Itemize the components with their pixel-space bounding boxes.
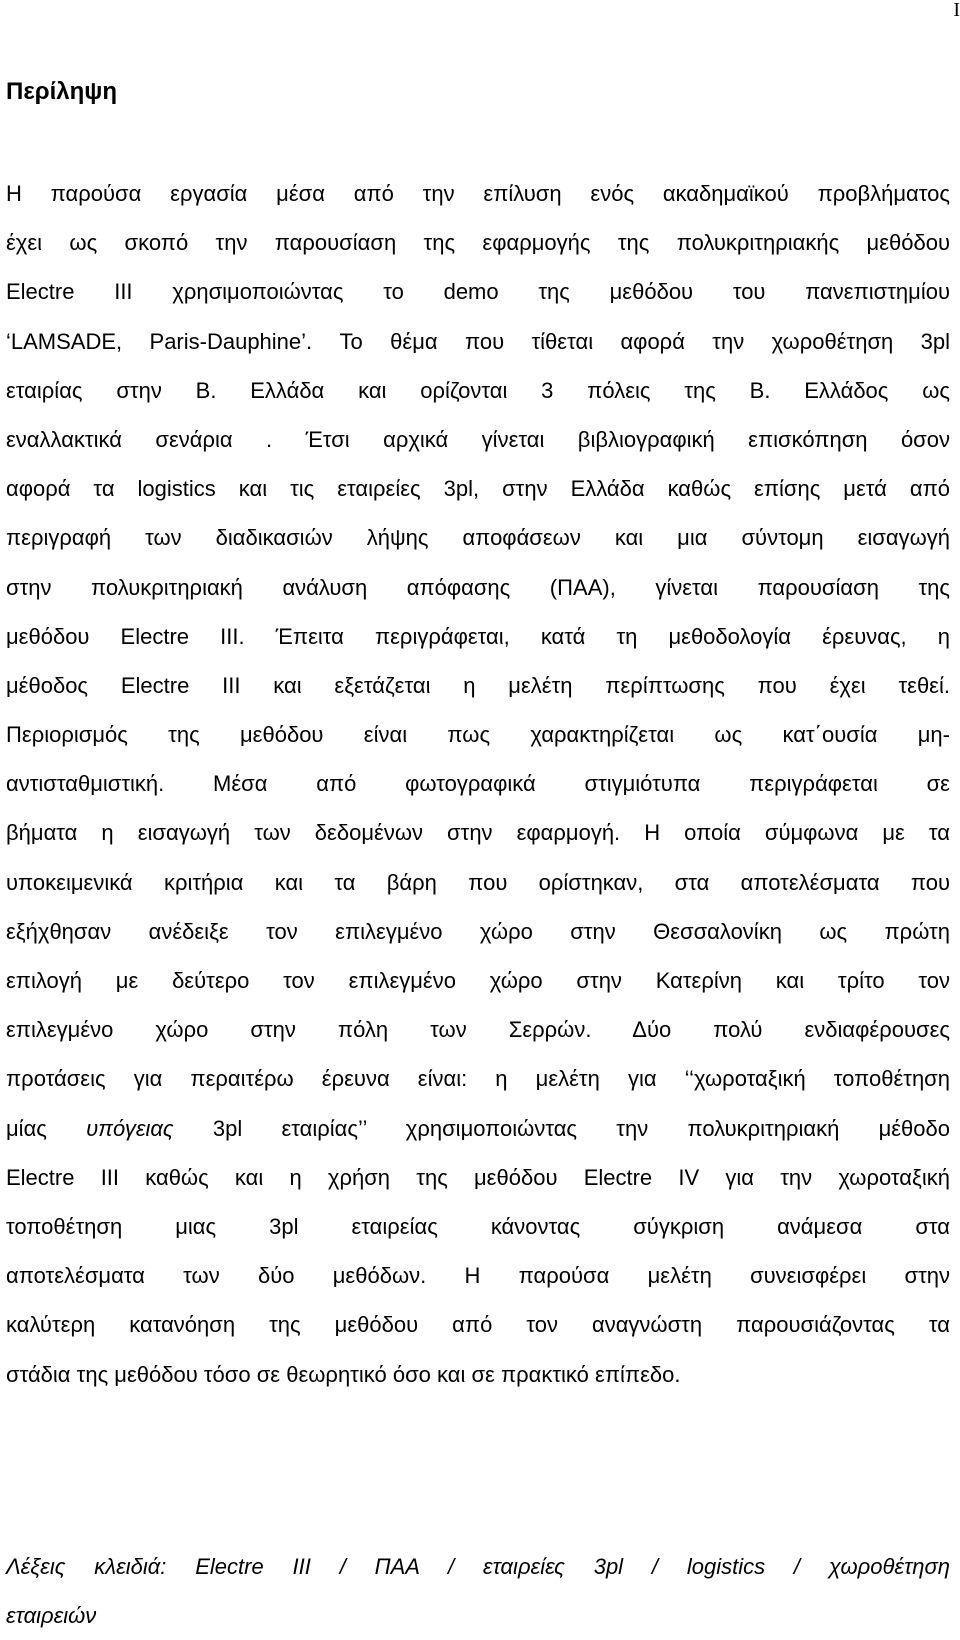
abstract-text: 3pl εταιρίας’’ χρησιμοποιώντας την πολυκριτηριακή μέθοδο <box>173 1115 951 1141</box>
abstract-line <box>6 1104 950 1153</box>
abstract-line: καλύτερη κατανόηση της μεθόδου από τον αναγνώστη παρουσιάζοντας τα <box>6 1312 950 1338</box>
abstract-line: στην πολυκριτηριακή ανάλυση απόφασης (ΠΑΑ), γίνεται παρουσίαση της <box>6 574 950 600</box>
keywords-line: εταιρειών <box>6 1603 97 1628</box>
abstract-line: προτάσεις για περαιτέρω έρευνα είναι: η μελέτη για ‘‘χωροταξική τοποθέτηση <box>6 1066 950 1092</box>
keywords-line: Λέξεις κλειδιά: Electre III / ΠΑΑ / εταιρείες 3pl / logistics / χωροθέτηση <box>6 1554 950 1579</box>
abstract-line: έχει ως σκοπό την παρουσίαση της εφαρμογής της πολυκριτηριακής μεθόδου <box>6 230 950 256</box>
abstract-line: Electre III χρησιμοποιώντας το demo της μεθόδου του πανεπιστημίου <box>6 279 950 305</box>
abstract-line: βήματα η εισαγωγή των δεδομένων στην εφαρμογή. Η οποία σύμφωνα με τα <box>6 820 950 846</box>
abstract-line: αντισταθμιστική. Μέσα από φωτογραφικά στιγμιότυπα περιγράφεται σε <box>6 771 950 797</box>
keywords <box>6 1542 950 1640</box>
abstract-line: αποτελέσματα των δύο μεθόδων. Η παρούσα μελέτη συνεισφέρει στην <box>6 1263 950 1289</box>
abstract-line: εξήχθησαν ανέδειξε τον επιλεγμένο χώρο στην Θεσσαλονίκη ως πρώτη <box>6 918 950 944</box>
abstract-line: αφορά τα logistics και τις εταιρείες 3pl, στην Ελλάδα καθώς επίσης μετά από <box>6 476 950 502</box>
page-number: I <box>953 0 960 21</box>
abstract-line: επιλεγμένο χώρο στην πόλη των Σερρών. Δύο πολύ ενδιαφέρουσες <box>6 1017 950 1043</box>
abstract-line: Περιορισμός της μεθόδου είναι πως χαρακτηρίζεται ως κατ΄ουσία μη- <box>6 722 950 748</box>
abstract-line: μέθοδος Electre III και εξετάζεται η μελέτη περίπτωσης που έχει τεθεί. <box>6 672 950 698</box>
abstract-line: περιγραφή των διαδικασιών λήψης αποφάσεων και μια σύντομη εισαγωγή <box>6 525 950 551</box>
abstract-line: στάδια της μεθόδου τόσο σε θεωρητικό όσο και σε πρακτικό επίπεδο. <box>6 1361 681 1387</box>
abstract-line: υποκειμενικά κριτήρια και τα βάρη που ορίστηκαν, στα αποτελέσματα που <box>6 869 950 895</box>
abstract-line: εναλλακτικά σενάρια . Έτσι αρχικά γίνεται βιβλιογραφική επισκόπηση όσον <box>6 426 950 452</box>
abstract-line: επιλογή με δεύτερο τον επιλεγμένο χώρο στην Κατερίνη και τρίτο τον <box>6 968 950 993</box>
abstract-line: μεθόδου Electre III. Έπειτα περιγράφεται, κατά τη μεθοδολογία έρευνας, η <box>6 623 950 649</box>
abstract-line: τοποθέτηση μιας 3pl εταιρείας κάνοντας σύγκριση ανάμεσα στα <box>6 1213 950 1239</box>
abstract-line: ‘LAMSADE, Paris-Dauphine’. Το θέμα που τίθεται αφορά την χωροθέτηση 3pl <box>6 328 950 354</box>
abstract-line: Electre III καθώς και η χρήση της μεθόδου Electre IV για την χωροταξική <box>6 1164 950 1190</box>
abstract-italic-text: υπόγειας <box>86 1115 174 1141</box>
abstract-body <box>6 169 950 1399</box>
section-title: Περίληψη <box>6 78 117 105</box>
abstract-text: μίας <box>6 1115 87 1141</box>
abstract-line: εταιρίας στην Β. Ελλάδα και ορίζονται 3 πόλεις της Β. Ελλάδος ως <box>6 377 950 403</box>
abstract-line: Η παρούσα εργασία μέσα από την επίλυση ενός ακαδημαϊκού προβλήματος <box>6 181 950 206</box>
